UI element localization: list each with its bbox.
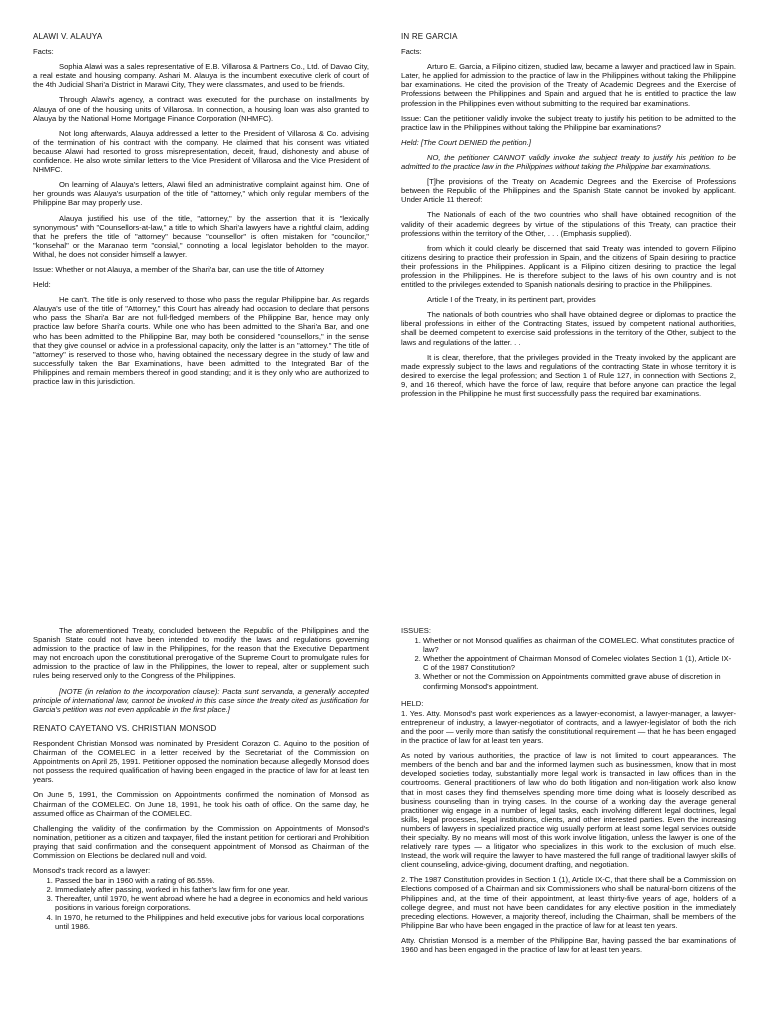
case-title: ALAWI V. ALAUYA <box>33 32 103 41</box>
paragraph: Not long afterwards, Alauya addressed a letter to the President of Villarosa & Co. advising of the termination of his contract with the company. He claimed that his consent was vitiated because Alawi had resorted to gross misrepresentation, deceit, fraud, dishonesty and abuse of confidence. He also wrote similar letters to the Vice President of Villarosa and the Vice President of NHMFC. <box>33 128 369 175</box>
record-label: Monsod's track record as a lawyer: <box>33 866 151 876</box>
case-continuation-right <box>401 626 736 1024</box>
paragraph: The aforementioned Treaty, concluded between the Republic of the Philippines and the Spanish State could not have been intended to modify the laws and regulations governing admission to the practice of law in the Philippines, for the reason that the Executive Department may not encroach upon the constitutional prerogative of the Supreme Court to promulgate rules for admission to the practice of law in the Philippines, the lower to repeal, alter or supplement such rules being reserved only to the Congress of the Philippines. <box>33 626 369 681</box>
quotation: [T]he provisions of the Treaty on Academic Degrees and the Exercise of Professions between the Republic of the Philippines and the Spanish State cannot be invoked by applicant. Under Article 11 thereof: <box>401 177 736 205</box>
list-item: 3. Thereafter, until 1970, he went abroad where he had a degree in economics and held various positions in various foreign corporations. <box>55 894 369 912</box>
held-label: HELD: <box>401 698 424 708</box>
issue-text: Issue: Can the petitioner validly invoke the subject treaty to justify his petition to be admitted to the practice law in the Philippines without taking the Philippine bar examinations? <box>401 113 736 132</box>
paragraph: On June 5, 1991, the Commission on Appointments confirmed the nomination of Monsod as Chairman of the COMELEC. On June 18, 1991, he took his oath of office. On the same day, he assumed office as Chairman of the COMELEC. <box>33 790 369 818</box>
case-in-re-garcia <box>401 32 736 532</box>
paragraph: Challenging the validity of the confirmation by the Commission on Appointments of Monsod's nomination, petitioner as a citizen and taxpayer, filed the instant petition for certiorari and Prohibition praying that said confirmation and the consequent appointment of Monsod as Chairman of the Commission on Elections be declared null and void. <box>33 823 369 860</box>
paragraph: Atty. Christian Monsod is a member of the Philippine Bar, having passed the bar examinations of 1960 and has been engaged in the practice of law for at least ten years. <box>401 935 736 954</box>
paragraph: Article I of the Treaty, in its pertinent part, provides <box>427 295 596 305</box>
case-continuation-left <box>33 626 369 1024</box>
list-item: 2. Whether the appointment of Chairman Monsod of Comelec violates Section 1 (1), Article IX-C of the 1987 Constitution? <box>423 654 736 672</box>
list-item: 4. In 1970, he returned to the Philippines and held executive jobs for various local corporations until 1986. <box>55 913 369 931</box>
track-record-list <box>33 876 369 931</box>
list-item: 1. Passed the bar in 1960 with a rating of 86.55%. <box>55 876 369 885</box>
paragraph: Sophia Alawi was a sales representative of E.B. Villarosa & Partners Co., Ltd. of Davao City, a real estate and housing company. Ashari M. Alauya is the incumbent executive clerk of court of the 4th Judicial Shari'a District in Marawi City, They were classmates, and used to be friends. <box>33 62 369 90</box>
note-text: [NOTE (in relation to the incorporation clause): Pacta sunt servanda, a generally accepted principle of international law, cannot be invoked in this case since the treaty cited as justification for Garcia's petition was not even applicable in the first place.] <box>33 686 369 714</box>
list-item: 2. Immediately after passing, worked in his father's law firm for one year. <box>55 885 369 894</box>
issues-list <box>401 636 736 691</box>
paragraph: 2. The 1987 Constitution provides in Section 1 (1), Article IX-C, that there shall be a Commission on Elections composed of a Chairman and six Commissioners who shall be natural-born citizens of the Philippines and, at the time of their appointment, at least thirty-five years of age, holders of a college degree, and must not have been candidates for any elective position in the immediately preceding elections. However, a majority thereof, including the Chairman, shall be members of the Philippine Bar who have been engaged in the practice of law for at least ten years. <box>401 875 736 930</box>
paragraph: Through Alawi's agency, a contract was executed for the purchase on installments by Alauya of one of the housing units of Villarosa. In connection, a housing loan was also granted to Alauya by the National Home Mortgage Finance Corporation (NHMFC). <box>33 95 369 123</box>
issues-label: ISSUES: <box>401 626 431 635</box>
held-text: He can't. The title is only reserved to those who pass the regular Philippine bar. As regards Alauya's use of the title of "Attorney," this Court has already had occasion to declare that persons who pass the Shari'a Bar are not full-fledged members of the Philippine Bar, hence may only practice law before Shari'a courts. While one who has been admitted to the Shari'a Bar, and one who has been admitted to the Philippine Bar, may both be considered "counsellors," in the sense that they give counsel or advice in a professional capacity, only the latter is an "attorney." The title of "attorney" is reserved to those who, having obtained the necessary degree in the study of law and successfully taken the Bar Examinations, have been admitted to the Integrated Bar of the Philippines and remain members thereof in good standing; and it is they only who are authorized to practice law in this jurisdiction. <box>33 295 369 386</box>
list-item: 1. Whether or not Monsod qualifies as chairman of the COMELEC. What constitutes practice of law? <box>423 636 736 654</box>
issue-text: Issue: Whether or not Alauya, a member of the Shari'a bar, can use the title of Attorney <box>33 264 325 274</box>
paragraph: Arturo E. Garcia, a Filipino citizen, studied law, became a lawyer and practiced law in Spain. Later, he applied for admission to the practice of law in the Philippines without taking the Philippine bar examinations. He cited the provision of the Treaty of Academic Degrees and the Exercise of Professions between the Philippines and Spain and argued that he is entitled to practice the law profession in the Philippines even without submitting to the required bar examinations. <box>401 62 736 108</box>
facts-label: Facts: <box>401 47 422 57</box>
paragraph: As noted by various authorities, the practice of law is not limited to court appearances. The members of the bench and bar and the informed laymen such as businessmen, know that in most developed societies today, substantially more legal work is transacted in law offices than in the courtrooms. General practitioners of law who do both litigation and non-litigation work also know that in most cases they find themselves spending more time doing what is loosely described as business counseling than in trying cases. In the course of a working day the average general practitioner wig engage in a number of legal tasks, each involving different legal doctrines, legal skills, legal processes, legal institutions, clients, and other interested parties. Even the increasing numbers of lawyers in specialized practice wig usually perform at least some legal services outside their specialty. By no means will most of this work involve litigation, unless the lawyer is one of the relatively rare types — a litigator who specializes in this work to the exclusion of much else. Instead, the work will require the lawyer to have mastered the full range of traditional lawyer skills of client counseling, advice-giving, document drafting, and negotiation. <box>401 751 736 870</box>
list-item: 3. Whether or not the Commission on Appointments committed grave abuse of discretion in confirming Monsod's appointment. <box>423 672 736 690</box>
case-title: IN RE GARCIA <box>401 32 458 41</box>
facts-label: Facts: <box>33 47 54 57</box>
quotation: The Nationals of each of the two countries who shall have obtained recognition of the validity of their academic degrees by virtue of the stipulations of this Treaty, can practice their professions within the territory of the Other, . . . (Emphasis supplied). <box>401 210 736 238</box>
ruling-text: NO, the petitioner CANNOT validly invoke the subject treaty to justify his petition to be admitted to the practice law in the Philippines without taking the Philippine bar examinations. <box>401 152 736 172</box>
paragraph: On learning of Alauya's letters, Alawi filed an administrative complaint against him. One of her grounds was Alauya's usurpation of the title of "attorney," which only regular members of the Philippine Bar may properly use. <box>33 180 369 208</box>
paragraph: It is clear, therefore, that the privileges provided in the Treaty invoked by the applicant are made expressly subject to the laws and regulations of the contracting State in whose territory it is desired to exercise the legal profession; and Section 1 of Rule 127, in connection with Sections 2, 9, and 16 thereof, which have the force of law, require that before anyone can practice the legal profession in the Philippine he must first successfully pass the required bar examinations. <box>401 352 736 398</box>
held-label: Held: <box>33 280 51 290</box>
held-text: Held: [The Court DENIED the petition.] <box>401 137 531 147</box>
case-alawi-v-alauya <box>33 32 369 486</box>
case-title: RENATO CAYETANO VS. CHRISTIAN MONSOD <box>33 723 217 733</box>
paragraph: from which it could clearly be discerned that said Treaty was intended to govern Filipino citizens desiring to practice their profession in Spain, and the citizens of Spain desiring to practice their professions in the Philippines. Applicant is a Filipino citizen desiring to practice the legal profession in the Philippines. He is therefore subject to the laws of his own country and is not entitled to the privileges extended to Spanish nationals desiring to practice in the Philippines. <box>401 243 736 290</box>
quotation: The nationals of both countries who shall have obtained degree or diplomas to practice the liberal professions in either of the Contracting States, issued by competent national authorities, shall be deemed competent to exercise said professions in the territory of the Other, subject to the laws and regulations of the latter. . . <box>401 310 736 347</box>
paragraph: Alauya justified his use of the title, "attorney," by the assertion that it is "lexically synonymous" with "Counsellors-at-law," a title to which Shari'a lawyers have a rightful claim, adding that he prefers the title of "attorney" because "counsellor" is often mistaken for "councilor," "konsehal" or the Maranao term "consial," connoting a local legislator beholden to the mayor. Withal, he does not consider himself a lawyer. <box>33 213 369 259</box>
paragraph: 1. Yes. Atty. Monsod's past work experiences as a lawyer-economist, a lawyer-manager, a lawyer-entrepreneur of industry, a lawyer-negotiator of contracts, and a lawyer-legislator of both the rich and the poor — verily more than satisfy the constitutional requirement — that he has been engaged in the practice of law for at least ten years. <box>401 708 736 746</box>
paragraph: Respondent Christian Monsod was nominated by President Corazon C. Aquino to the position of Chairman of the COMELEC in a letter received by the Secretariat of the Commission on Appointments on April 25, 1991. Petitioner opposed the nomination because allegedly Monsod does not possess the required qualification of having been engaged in the practice of law for at least ten years. <box>33 738 369 785</box>
